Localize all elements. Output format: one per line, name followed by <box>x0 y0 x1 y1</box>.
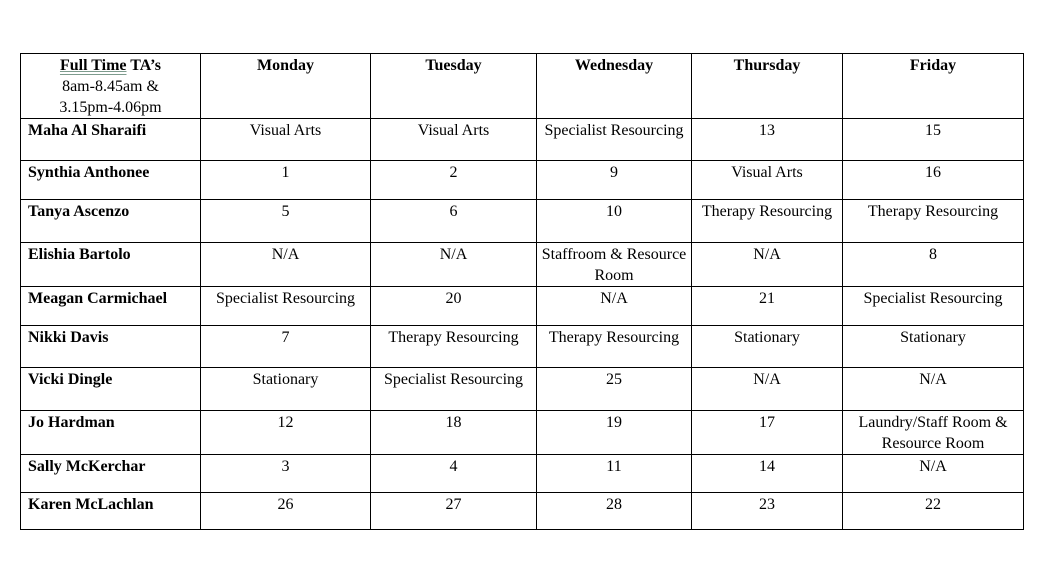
table-cell: N/A <box>843 455 1024 493</box>
table-row <box>21 455 1024 493</box>
corner-title-underlined: Full Time <box>59 57 127 74</box>
table-cell: Stationary <box>843 326 1024 368</box>
corner-title <box>25 55 196 76</box>
ta-name-cell: Sally McKerchar <box>21 455 201 493</box>
ta-name-cell: Karen McLachlan <box>21 493 201 530</box>
table-cell: N/A <box>692 243 843 287</box>
ta-name-cell: Jo Hardman <box>21 411 201 455</box>
table-cell: 26 <box>201 493 371 530</box>
table-cell: 25 <box>537 368 692 411</box>
ta-name-cell: Tanya Ascenzo <box>21 200 201 243</box>
table-cell: Stationary <box>692 326 843 368</box>
table-cell: 11 <box>537 455 692 493</box>
table-cell: Staffroom & Resource Room <box>537 243 692 287</box>
day-header-wednesday: Wednesday <box>537 54 692 119</box>
ta-roster-table <box>20 53 1024 530</box>
table-cell: Visual Arts <box>692 161 843 200</box>
table-cell: N/A <box>201 243 371 287</box>
ta-name-cell: Maha Al Sharaifi <box>21 119 201 161</box>
table-cell: 27 <box>371 493 537 530</box>
table-cell: 4 <box>371 455 537 493</box>
table-cell: Visual Arts <box>201 119 371 161</box>
table-cell: Laundry/Staff Room & Resource Room <box>843 411 1024 455</box>
table-cell: 22 <box>843 493 1024 530</box>
table-row <box>21 287 1024 326</box>
table-cell: Specialist Resourcing <box>371 368 537 411</box>
corner-hours-line2: 3.15pm-4.06pm <box>59 99 162 116</box>
table-cell: 8 <box>843 243 1024 287</box>
table-cell: 10 <box>537 200 692 243</box>
table-cell: 14 <box>692 455 843 493</box>
table-cell: 6 <box>371 200 537 243</box>
table-cell: 17 <box>692 411 843 455</box>
ta-name-cell: Vicki Dingle <box>21 368 201 411</box>
corner-hours-line1: 8am-8.45am & <box>62 78 159 95</box>
table-cell: 21 <box>692 287 843 326</box>
day-header-thursday: Thursday <box>692 54 843 119</box>
ta-name-cell: Meagan Carmichael <box>21 287 201 326</box>
table-cell: Specialist Resourcing <box>843 287 1024 326</box>
table-cell: N/A <box>537 287 692 326</box>
table-cell: N/A <box>843 368 1024 411</box>
table-cell: Specialist Resourcing <box>201 287 371 326</box>
corner-title-rest: TA’s <box>126 57 162 74</box>
table-row <box>21 411 1024 455</box>
table-cell: 3 <box>201 455 371 493</box>
table-cell: 16 <box>843 161 1024 200</box>
day-header-tuesday: Tuesday <box>371 54 537 119</box>
table-cell: 18 <box>371 411 537 455</box>
table-cell: 7 <box>201 326 371 368</box>
table-row <box>21 161 1024 200</box>
ta-name-cell: Nikki Davis <box>21 326 201 368</box>
table-cell: Therapy Resourcing <box>843 200 1024 243</box>
ta-name-cell: Synthia Anthonee <box>21 161 201 200</box>
table-row <box>21 326 1024 368</box>
ta-name-cell: Elishia Bartolo <box>21 243 201 287</box>
table-row <box>21 493 1024 530</box>
table-cell: 1 <box>201 161 371 200</box>
table-cell: Therapy Resourcing <box>692 200 843 243</box>
header-row <box>21 54 1024 119</box>
table-cell: N/A <box>371 243 537 287</box>
table-cell: 12 <box>201 411 371 455</box>
table-row <box>21 119 1024 161</box>
table-cell: 5 <box>201 200 371 243</box>
table-cell: 19 <box>537 411 692 455</box>
table-cell: 9 <box>537 161 692 200</box>
corner-header-cell <box>21 54 201 119</box>
table-cell: 13 <box>692 119 843 161</box>
table-cell: Therapy Resourcing <box>537 326 692 368</box>
table-cell: 20 <box>371 287 537 326</box>
table-cell: N/A <box>692 368 843 411</box>
table-cell: Therapy Resourcing <box>371 326 537 368</box>
table-cell: 23 <box>692 493 843 530</box>
table-cell: Stationary <box>201 368 371 411</box>
day-header-friday: Friday <box>843 54 1024 119</box>
table-cell: 2 <box>371 161 537 200</box>
table-row <box>21 200 1024 243</box>
table-cell: 15 <box>843 119 1024 161</box>
day-header-monday: Monday <box>201 54 371 119</box>
table-cell: 28 <box>537 493 692 530</box>
table-row <box>21 243 1024 287</box>
table-cell: Specialist Resourcing <box>537 119 692 161</box>
table-cell: Visual Arts <box>371 119 537 161</box>
table-row <box>21 368 1024 411</box>
